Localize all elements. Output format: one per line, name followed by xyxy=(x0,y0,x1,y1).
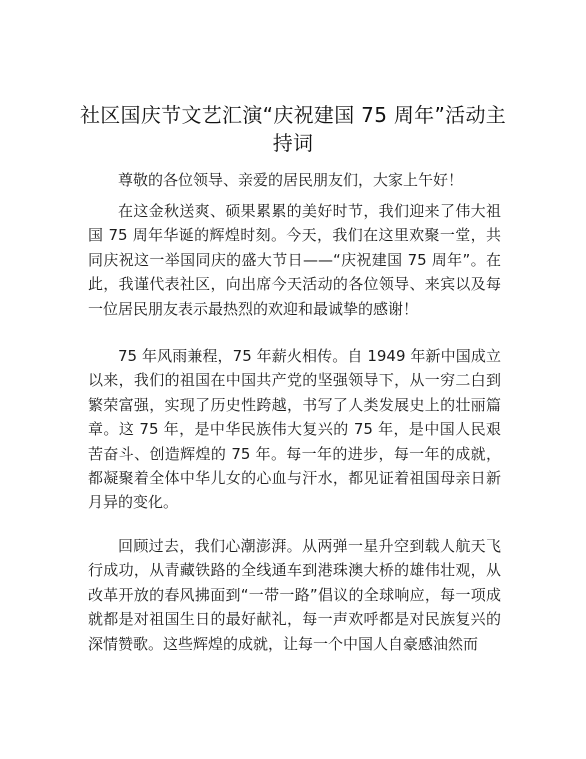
opening-paragraph: 在这金秋送爽、硕果累累的美好时节，我们迎来了伟大祖国 75 周年华诞的辉煌时刻。今天，我们在这里欢聚一堂，共同庆祝这一举国同庆的盛大节日——“庆祝建国 75 周年”。在此，我谨代表社区，向出席今天活动的各位领导、来宾以及每一位居民朋友表示最热烈的欢迎和最诚挚的感谢！ xyxy=(88,202,501,318)
document-title: 社区国庆节文艺汇演“庆祝建国 75 周年”活动主持词 xyxy=(79,103,507,155)
review-paragraph: 回顾过去，我们心潮澎湃。从两弹一星升空到载人航天飞行成功，从青藏铁路的全线通车到港珠澳大桥的雄伟壮观，从改革开放的春风拂面到“一带一路”倡议的全球响应，每一项成就都是对祖国生日的最好献礼，每一声欢呼都是对民族复兴的深情赞歌。这些辉煌的成就，让每一个中国人自豪感油然而 xyxy=(88,537,501,653)
greeting-paragraph: 尊敬的各位领导、亲爱的居民朋友们，大家上午好！ xyxy=(118,171,464,189)
history-paragraph: 75 年风雨兼程，75 年薪火相传。自 1949 年新中国成立以来，我们的祖国在中国共产党的坚强领导下，从一穷二白到繁荣富强，实现了历史性跨越，书写了人类发展史上的壮丽篇章。这 75 年，是中华民族伟大复兴的 75 年，是中国人民艰苦奋斗、创造辉煌的 75 年。每一年的进步，每一年的成就，都凝聚着全体中华儿女的心血与汗水，都见证着祖国母亲日新月异的变化。 xyxy=(88,347,501,512)
